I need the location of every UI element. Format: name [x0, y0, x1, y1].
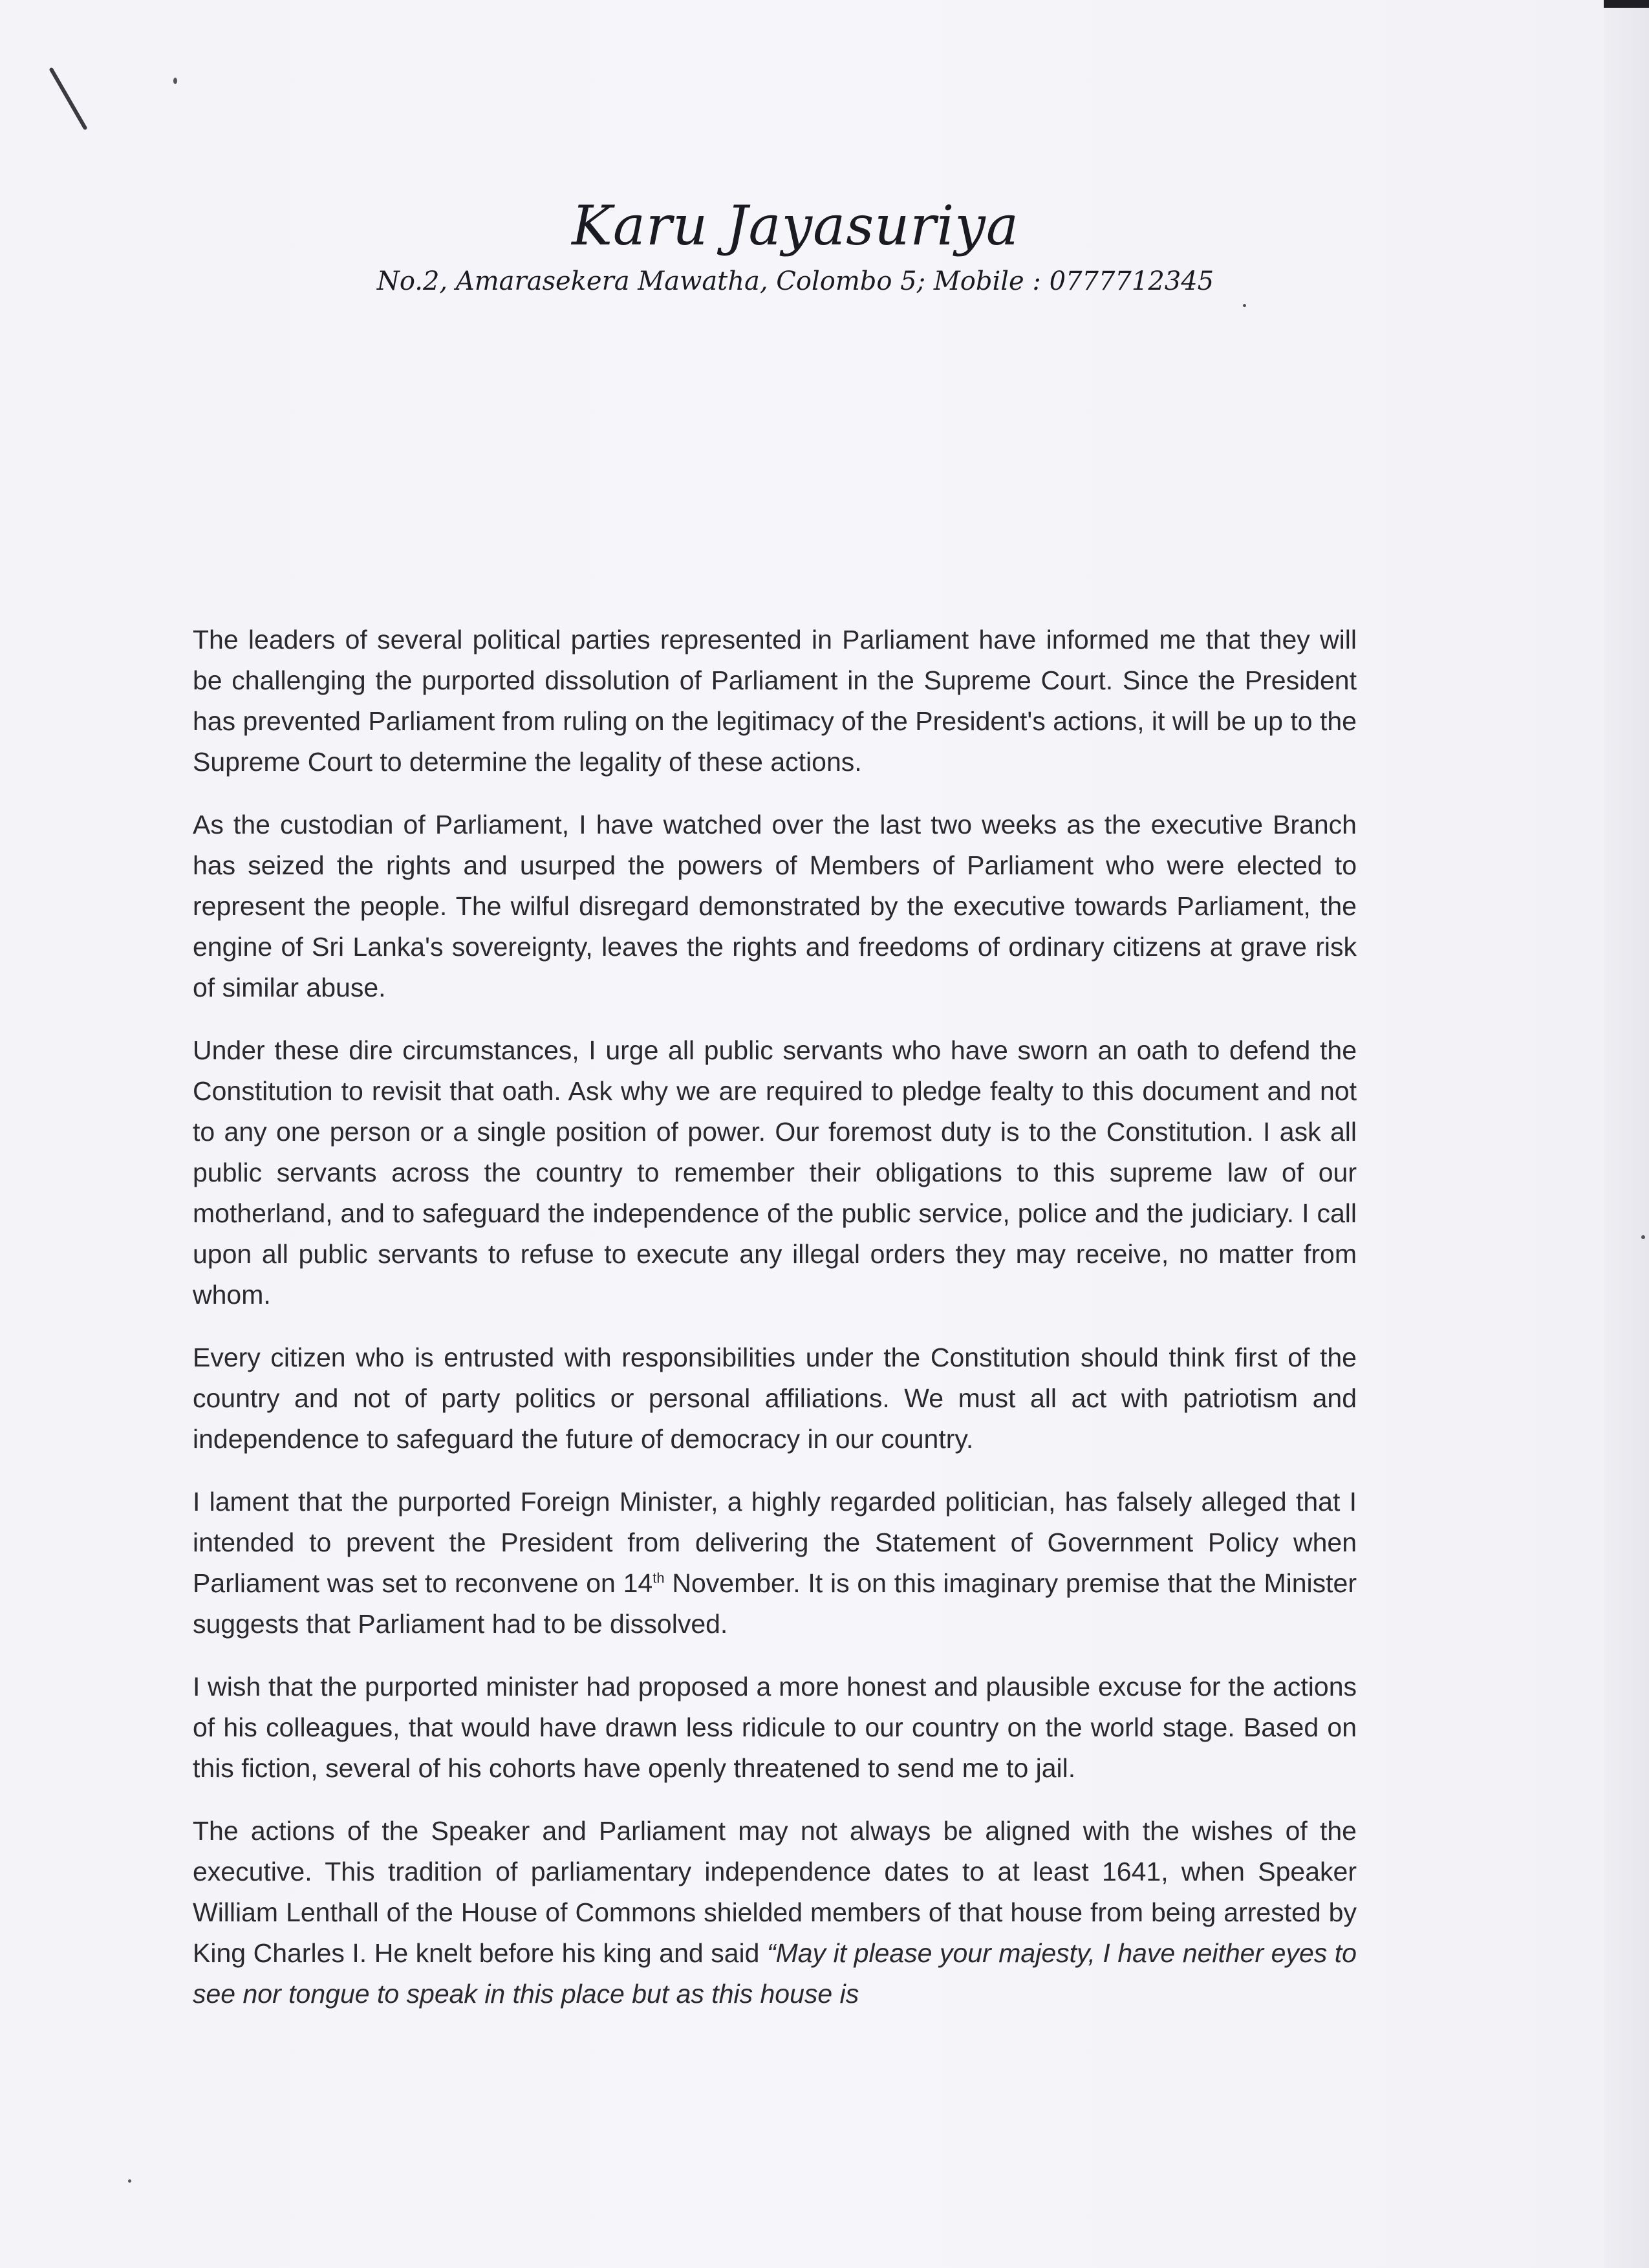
paragraph: I wish that the purported minister had proposed a more honest and plausible excuse for the actions of his colleagues, that would have drawn less ridicule to our country on the world stage. Based on this fiction, several of his cohorts have openly threatened to send me to jail. [193, 1672, 1357, 1783]
paragraph: As the custodian of Parliament, I have watched over the last two weeks as the executive Branch has seized the rights and usurped the powers of Members of Parliament who were elected to represent the people. The wilful disregard demonstrated by the executive towards Parliament, the engine of Sri Lanka's sovereignty, leaves the rights and freedoms of ordinary citizens at grave risk of similar abuse. [193, 810, 1357, 1002]
paragraph-text: The actions of the Speaker and Parliament may not always be aligned with the wishes of the executive. This tradition of parliamentary independence dates to at least 1641, when Speaker William Lenthall of the House of Commons shielded members of that house from being arrested by King Charles I. He knelt before his king and said [193, 1816, 1357, 1968]
paragraph [193, 1482, 1357, 1645]
paragraph: Every citizen who is entrusted with responsibilities under the Constitution should think first of the country and not of party politics or personal affiliations. We must all act with patriotism and independence to safeguard the future of democracy in our country. [193, 1343, 1357, 1454]
scan-speck [173, 78, 177, 84]
scan-speck [1641, 1235, 1645, 1239]
scan-edge [1604, 0, 1649, 2268]
letterhead-name: Karu Jayasuriya [572, 194, 1019, 257]
scan-speck [1243, 304, 1246, 307]
staple-mark [48, 67, 87, 131]
speaker-quote: “May it please your majesty, I have neither eyes to see nor tongue to speak in this place but as this house is [193, 1938, 1357, 2009]
paragraph-text: I lament that the purported Foreign Minister, a highly regarded politician, has falsely alleged that I intended to prevent the President from delivering the Statement of Government Policy when Parliament was set to reconvene on 14 [193, 1487, 1357, 1598]
paragraph: Under these dire circumstances, I urge all public servants who have sworn an oath to defend the Constitution to revisit that oath. Ask why we are required to pledge fealty to this document and not to any one person or a single position of power. Our foremost duty is to the Constitution. I ask all public servants across the country to remember their obligations to this supreme law of our motherland, and to safeguard the independence of the public service, police and the judiciary. I call upon all public servants to refuse to execute any illegal orders they may receive, no matter from whom. [193, 1035, 1357, 1310]
paragraph-text: November. It is on this imaginary premise that the Minister suggests that Parliament had to be dissolved. [193, 1568, 1357, 1639]
scan-corner-mark [1604, 0, 1649, 8]
letterhead-address: No.2, Amarasekera Mawatha, Colombo 5; Mobile : 0777712345 [376, 266, 1214, 296]
ordinal-suffix: th [652, 1570, 665, 1586]
letter-body [193, 620, 1357, 2036]
paragraph: The leaders of several political parties represented in Parliament have informed me that they will be challenging the purported dissolution of Parliament in the Supreme Court. Since the President has prevented Parliament from ruling on the legitimacy of the President's actions, it will be up to the Supreme Court to determine the legality of these actions. [193, 625, 1357, 777]
letterhead [0, 194, 1578, 296]
paragraph [193, 1811, 1357, 2014]
scan-speck [128, 2179, 131, 2183]
